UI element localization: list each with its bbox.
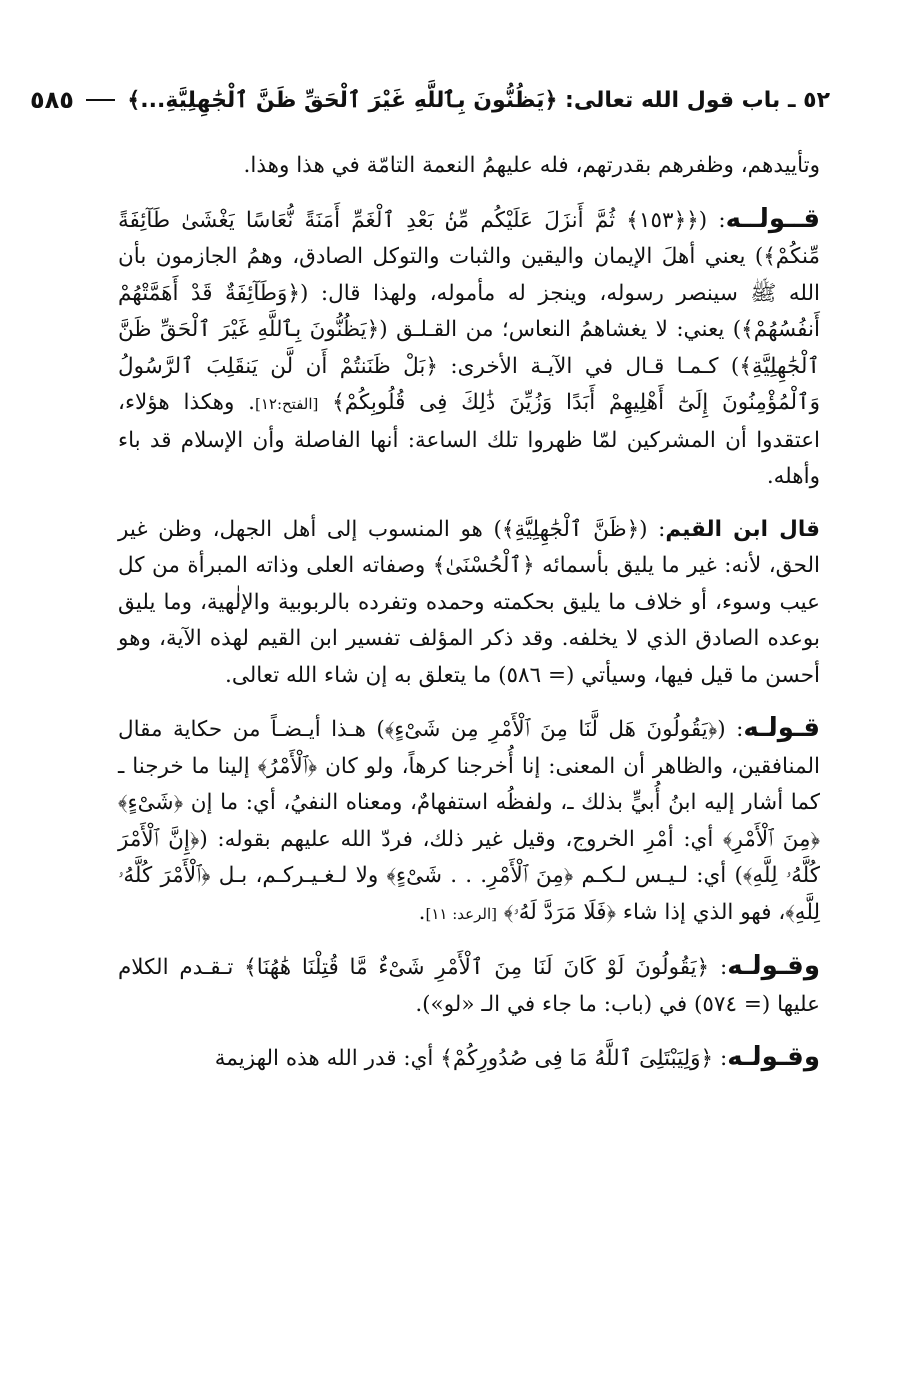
header-rule (86, 99, 115, 101)
paragraph (118, 201, 820, 496)
paragraph-text: . وهكذا هؤلاء، اعتقدوا أن المشركين لمّا ظهروا تلك الساعة: أنها الفاصلة وأن الإسلام قد باء وأهله. (118, 390, 820, 489)
running-header (30, 80, 830, 120)
paragraph (118, 948, 820, 1023)
paragraph-lead: وقـولـه (727, 1042, 820, 1072)
paragraph-text: : (﴿يَقُولُونَ هَل لَّنَا مِنَ ٱلْأَمْرِ مِن شَىْءٍ﴾) هـذا أيـضـاً من حكاية مقال المنافقين، والظاهر أن المعنى: إنا أُخرجنا كرهاً، ولو كان ﴿ٱلْأَمْرُ﴾ إلينا ما خرجنا ـ كما أشار إليه ابنُ أُبيٍّ بذلك ـ، ولفظُه استفهامٌ، ومعناه النفيُ، أي: ما إن ﴿شَىْءٍ﴾ ﴿مِنَ ٱلْأَمْرِ﴾ أي: أمْرِ الخروج، وقيل غير ذلك، فردّ الله عليهم بقوله: (﴿إِنَّ ٱلْأَمْرَ كُلَّهُۥ لِلَّهِ﴾) أي: لـيـس لـكـم ﴿مِنَ ٱلْأَمْرِ. . . شَىْءٍ﴾ ولا لـغـيـركـم، بـل ﴿ٱلْأَمْرَ كُلَّهُۥ لِلَّهِ﴾، فهو الذي إذا شاء ﴿فَلَا مَرَدَّ لَهُۥ﴾ (118, 717, 820, 925)
paragraph (118, 148, 820, 185)
paragraph-text: وتأييدهم، وظفرهم بقدرتهم، فله عليهمُ النعمة التامّة في هذا وهذا. (243, 153, 820, 178)
verse-reference: [الرعد: ١١] (425, 904, 497, 923)
paragraph-lead: قال ابن القيم (665, 516, 820, 542)
paragraph-text: : (﴿ظَنَّ ٱلْجَٰهِلِيَّةِ﴾) هو المنسوب إلى أهل الجهل، وظن غير الحق، لأنه: غير ما يليق بأسمائه ﴿ٱلْحُسْنَىٰ﴾ وصفاته العلى وذاته المبرأة من كل عيب وسوء، أو خلاف ما يليق بحكمته وحمده وتفرده بالربوبية والإلٰهية، وما يليق بوعده الصادق الذي لا يخلفه. وقد ذكر المؤلف تفسير ابن القيم لهذه الآية، وهو أحسن ما قيل فيها، وسيأتي (= ٥٨٦) ما يتعلق به إن شاء الله تعالى. (118, 516, 820, 688)
body-text (118, 148, 820, 1078)
page-number: ٥٨٥ (30, 86, 74, 114)
chapter-title: ٥٢ ـ باب قول الله تعالى: ﴿يَظُنُّونَ بِٱللَّهِ غَيْرَ ٱلْحَقِّ ظَنَّ ٱلْجَٰهِلِيَّةِ...﴾ (127, 87, 830, 113)
paragraph-lead: قـولـه (743, 713, 820, 743)
paragraph-text: : (﴿﴿١٥٣﴾ ثُمَّ أَنزَلَ عَلَيْكُم مِّنۢ بَعْدِ ٱلْغَمِّ أَمَنَةً نُّعَاسًا يَغْشَىٰ طَآئِفَةً مِّنكُمْ﴾) يعني أهلَ الإيمان واليقين والثبات والتوكل الصادق، وهمُ الجازمون بأن الله ﷺ سينصر رسوله، وينجز له مأموله، ولهذا قال: (﴿وَطَآئِفَةٌ قَدْ أَهَمَّتْهُمْ أَنفُسُهُمْ﴾) يعني: لا يغشاهمُ النعاس؛ من القـلـق (﴿يَظُنُّونَ بِٱللَّهِ غَيْرَ ٱلْحَقِّ ظَنَّ ٱلْجَٰهِلِيَّةِ﴾) كـمـا قـال في الآيـة الأخرى: ﴿بَلْ ظَنَنتُمْ أَن لَّن يَنقَلِبَ ٱلرَّسُولُ وَٱلْمُؤْمِنُونَ إِلَىٰٓ أَهْلِيهِمْ أَبَدًا وَزُيِّنَ ذَٰلِكَ فِى قُلُوبِكُمْ﴾ (118, 207, 820, 415)
paragraph (118, 710, 820, 932)
paragraph-lead: وقـولـه (727, 951, 820, 981)
paragraph-text: : ﴿وَلِيَبْتَلِىَ ٱللَّهُ مَا فِى صُدُورِكُمْ﴾ أي: قدر الله هذه الهزيمة (214, 1046, 728, 1071)
paragraph (118, 1039, 820, 1078)
paragraph-text: . (418, 899, 426, 925)
verse-reference: [الفتح:١٢] (254, 395, 319, 413)
paragraph-text: : ﴿يَقُولُونَ لَوْ كَانَ لَنَا مِنَ ٱلْأَمْرِ شَىْءٌ مَّا قُتِلْنَا هَٰهُنَا﴾ تـقـدم الكلام عليها (= ٥٧٤) في (باب: ما جاء في الـ «لو»). (118, 955, 820, 1017)
paragraph (118, 512, 820, 695)
paragraph-lead: قــولــه (725, 203, 821, 234)
